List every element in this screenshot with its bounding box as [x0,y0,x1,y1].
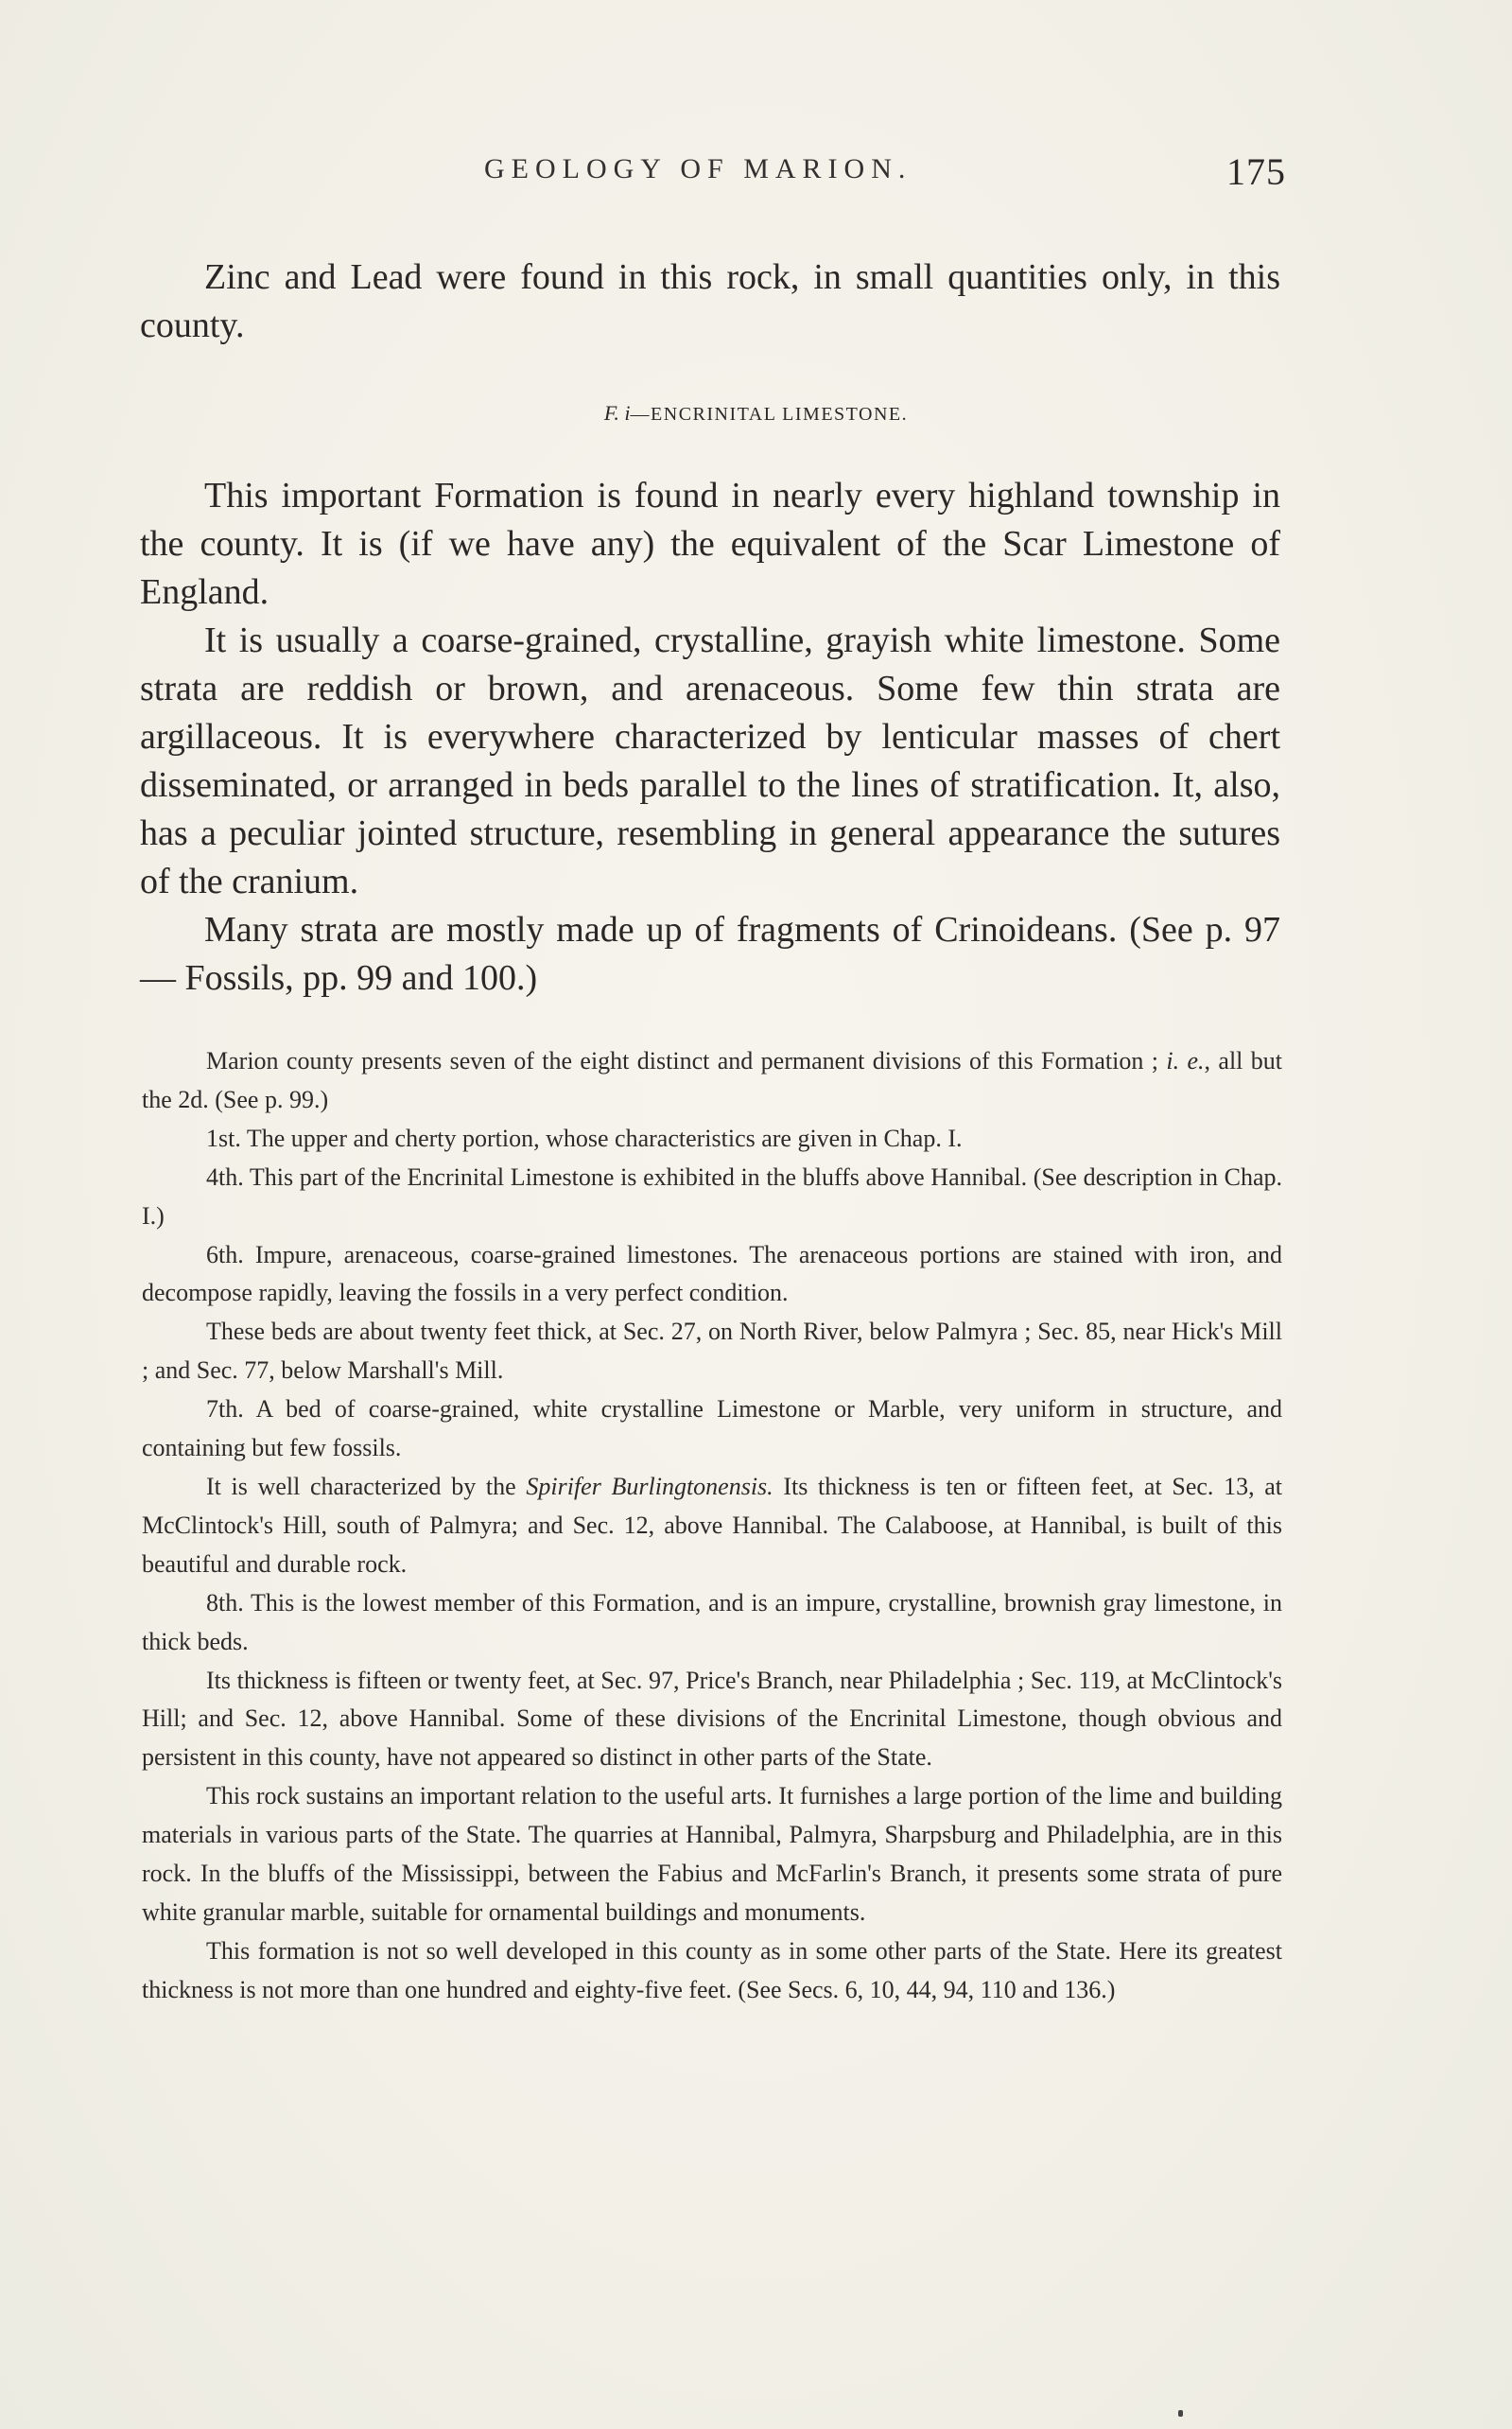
section-title: ENCRINITAL LIMESTONE. [651,404,909,425]
detail-paragraph [142,1042,1282,1120]
detail-text-run: , all but the 2d. (See p. 99.) [142,1047,1283,1113]
detail-paragraph: These beds are about twenty feet thick, at Sec. 27, on North River, below Palmyra ; Sec. 85, near Hick's Mill ; and Sec. 77, below Marshall's Mill. [142,1318,1282,1385]
detail-paragraph: This rock sustains an important relation to the useful arts. It furnishes a large portion of the lime and building materials in various parts of the State. The quarries at Hannibal, Palmyra, Sharpsburg and Philadelphia, are in this rock. In the bluffs of the Mississippi, between the Fabius and McFarlin's Branch, it presents some strata of pure white granular marble, suitable for ornamental buildings and monuments. [142,1782,1282,1926]
ie-abbrev: i. e. [1166,1047,1205,1075]
main-paragraph: This important Formation is found in nearly every highland township in the county. It is (if we have any) the equivalent of the Scar Limestone of England. [140,476,1280,612]
detail-text [142,1042,1282,2010]
section-dash: — [630,404,652,425]
main-paragraph: Many strata are mostly made up of fragments of Crinoideans. (See p. 97 — Fossils, pp. 99 and 100.) [140,910,1280,998]
page-header [142,151,1286,199]
main-paragraph: It is usually a coarse-grained, crystalline, grayish white limestone. Some strata are reddish or brown, and arenaceous. Some few thin strata are argillaceous. It is everywhere characterized by lenticular masses of chert disseminated, or arranged in beds parallel to the lines of stratification. It, also, has a peculiar jointed structure, resembling in general appearance the sutures of the cranium. [140,620,1280,901]
section-symbol: F. i [603,401,631,425]
detail-paragraph: 1st. The upper and cherty portion, whose characteristics are given in Chap. I. [206,1124,963,1152]
detail-text-run: It is well characterized by the [206,1472,516,1500]
page-number: 175 [1226,150,1286,193]
intro-paragraph [140,253,1280,350]
detail-text-run: Its thickness is ten or fifteen feet, at Sec. 13, at McClintock's Hill, south of Palmyra; and Sec. 12, above Hannibal. The Calaboose, at Hannibal, is built of this beautiful and durable rock. [142,1472,1283,1578]
detail-paragraph: 4th. This part of the Encrinital Limestone is exhibited in the bluffs above Hannibal. (See description in Chap. I.) [142,1162,1282,1230]
species-name: Spirifer Burlingtonensis. [526,1472,773,1500]
ink-speck [1178,2410,1183,2417]
detail-paragraph [142,1468,1282,1584]
detail-paragraph: Its thickness is fifteen or twenty feet, at Sec. 97, Price's Branch, near Philadelphia ; Sec. 119, at McClintock's Hill; and Sec. 12, above Hannibal. Some of these divisions of the Encrinital Limestone, though obvious and persistent in this county, have not appeared so distinct in other parts of the State. [142,1666,1282,1772]
intro-text: Zinc and Lead were found in this rock, in small quantities only, in this county. [140,257,1280,345]
detail-paragraph: 7th. A bed of coarse-grained, white crystalline Limestone or Marble, very uniform in structure, and containing but few fossils. [142,1395,1282,1462]
detail-text-run: Marion county presents seven of the eight distinct and permanent divisions of this Formation ; [206,1047,1158,1075]
detail-paragraph: 6th. Impure, arenaceous, coarse-grained limestones. The arenaceous portions are stained with iron, and decompose rapidly, leaving the fossils in a very perfect condition. [142,1240,1282,1307]
running-title: GEOLOGY OF MARION. [484,153,912,184]
section-heading [0,401,1512,426]
detail-paragraph: 8th. This is the lowest member of this Formation, and is an impure, crystalline, brownish gray limestone, in thick beds. [142,1588,1282,1655]
detail-paragraph: This formation is not so well developed in this county as in some other parts of the State. Here its greatest thickness is not more than one hundred and eighty-five feet. (See Secs. 6, 10, 44, 94, 110 and 136.) [142,1936,1282,2003]
main-text [140,472,1280,1003]
